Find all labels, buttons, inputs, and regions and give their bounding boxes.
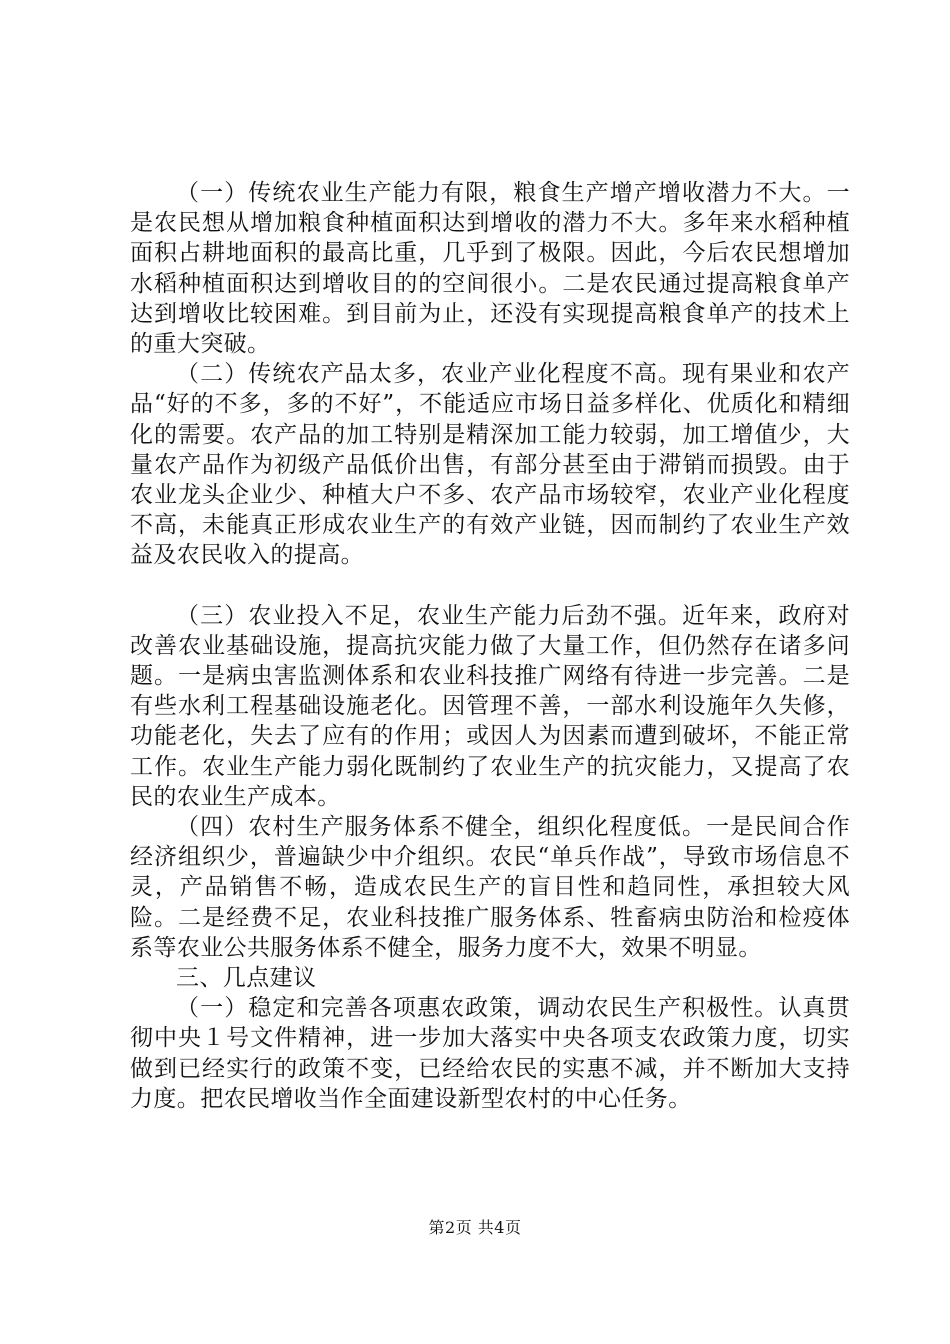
- document-body: [130, 178, 850, 1114]
- page-footer: 第2页 共4页: [428, 1218, 522, 1237]
- section-heading-suggestions: 三、几点建议: [176, 965, 317, 992]
- paragraph-service-system: （四）农村生产服务体系不健全，组织化程度低。一是民间合作经济组织少，普遍缺少中介组织。农民“单兵作战”，导致市场信息不灵，产品销售不畅，造成农民生产的盲目性和趋同性，承担较大风险。二是经费不足，农业科技推广服务体系、牲畜病虫防治和检疫体系等农业公共服务体系不健全，服务力度不大，效果不明显。: [130, 814, 850, 961]
- paragraph-traditional-agriculture: （一）传统农业生产能力有限，粮食生产增产增收潜力不大。一是农民想从增加粮食种植面积达到增收的潜力不大。多年来水稻种植面积占耕地面积的最高比重，几乎到了极限。因此，今后农民想增加水稻种植面积达到增收目的的空间很小。二是农民通过提高粮食单产达到增收比较困难。到目前为止，还没有实现提高粮食单产的技术上的重大突破。: [130, 180, 850, 358]
- paragraph-agricultural-products: （二）传统农产品太多，农业产业化程度不高。现有果业和农产品“好的不多，多的不好”，不能适应市场日益多样化、优质化和精细化的需要。农产品的加工特别是精深加工能力较弱，加工增值少，大量农产品作为初级产品低价出售，有部分甚至由于滞销而损毁。由于农业龙头企业少、种植大户不多、农产品市场较窄，农业产业化程度不高，未能真正形成农业生产的有效产业链，因而制约了农业生产效益及农民收入的提高。: [130, 361, 850, 569]
- paragraph-agricultural-investment: （三）农业投入不足，农业生产能力后劲不强。近年来，政府对改善农业基础设施，提高抗灾能力做了大量工作，但仍然存在诸多问题。一是病虫害监测体系和农业科技推广网络有待进一步完善。二是有些水利工程基础设施老化。因管理不善，一部水利设施年久失修，功能老化，失去了应有的作用；或因人为因素而遭到破坏，不能正常工作。农业生产能力弱化既制约了农业生产的抗灾能力，又提高了农民的农业生产成本。: [130, 602, 850, 810]
- paragraph-suggestion-policy: （一）稳定和完善各项惠农政策，调动农民生产积极性。认真贯彻中央１号文件精神，进一步加大落实中央各项支农政策力度，切实做到已经实行的政策不变，已经给农民的实惠不减，并不断加大支持力度。把农民增收当作全面建设新型农村的中心任务。: [130, 995, 850, 1112]
